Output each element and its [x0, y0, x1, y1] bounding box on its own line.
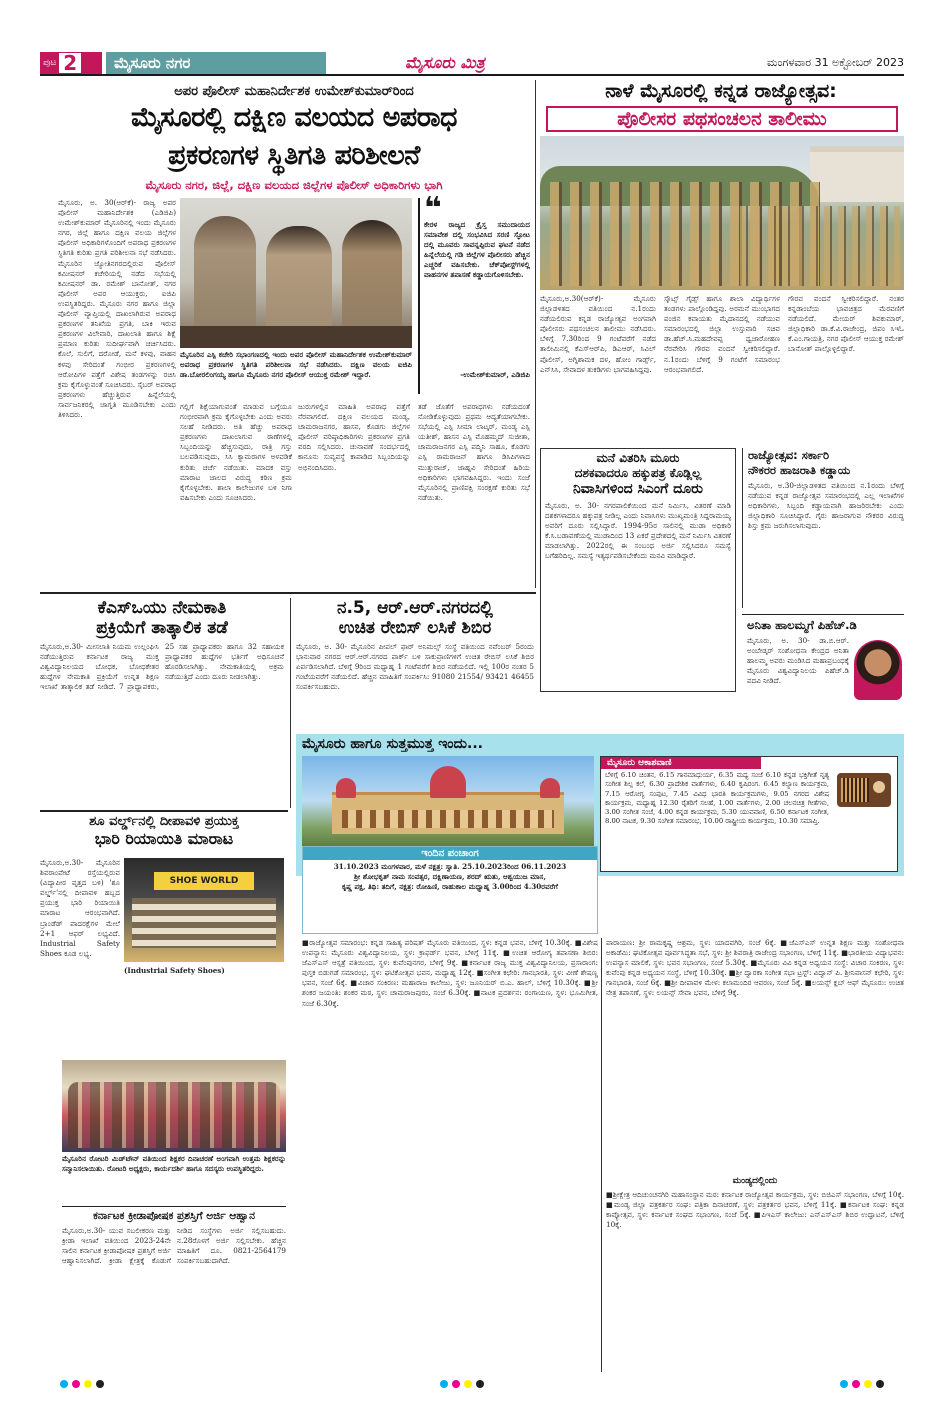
housing-headline-3: ನಿವಾಸಿಗಳಿಂದ ಸಿಎಂಗೆ ದೂರು: [573, 481, 703, 497]
shoe-headline-1: ಶೂ ವರ್ಲ್ಡ್‌ನಲ್ಲಿ ದೀಪಾವಳಿ ಪ್ರಯುಕ್ತ: [89, 814, 239, 829]
radio-body: ಬೆಳಿಗ್ಗೆ 6.10 ಚಿಂತನ, 6.15 ಗಾನಮಾಧುರ್ಯ, 6.35 ಮಧ್ಯ ಸಂಜೆ 6.10 ಕನ್ನಡ ಭಕ್ತಿಗೀತೆ ನೃತ್ಯ ಸಂಗೀತ ಶಿಲ್ಪ ಕಲೆ, 6.30 ಪ್ರಾದೇಶಿಕ ವಾರ್ತೆಗಳು, 6.40 ಕೃಷಿರಂಗ. 6.45 ಕಲ್ಯಾಣ ಕಾರ್ಯಕ್ರಮ, 7.15 ಆರೋಗ್ಯ ಸಂಪುಟ, 7.45 ವಿವಿಧ ಭಾರತಿ ಕಾರ್ಯಕ್ರಮಗಳು, 9.05 ನಗರದ ವಿಶೇಷ ಕಾರ್ಯಕ್ರಮ, ಮಧ್ಯಾಹ್ನ 12.30 ರೈತರಿಗೆ ಸಲಹೆ, 1.00 ವಾರ್ತೆಗಳು, 2.00 ಚಲನಚಿತ್ರ ಗೀತೆಗಳು, 3.00 ಸಂಗೀತ ಸಂಜೆ, 4.00 ಕನ್ನಡ ಕಾರ್ಯಕ್ರಮ, 5.30 ಯುವವಾಣಿ, 6.50 ಕರ್ನಾಟಕ ಸಂಗೀತ, 8.00 ನಾಟಕ, 9.30 ಸಂಗೀತ ಸಮಾರಂಭ, 10.00 ರಾಷ್ಟ್ರೀಯ ಕಾರ್ಯಕ್ರಮ, 10.30 ಸಮಾಪ್ತಿ.: [605, 771, 829, 826]
magenta-dot: [72, 1380, 80, 1388]
events-left: ■ರಾಜ್ಯೋತ್ಸವ ಸಮಾರಂಭ: ಕನ್ನಡ ಸಾಹಿತ್ಯ ಪರಿಷತ್ ಮೈಸೂರು ವತಿಯಿಂದ, ಸ್ಥಳ: ಕನ್ನಡ ಭವನ, ಬೆಳಿಗ್ಗೆ 10.30ಕ್ಕೆ. ■ವಿಶೇಷ ಉಪನ್ಯಾಸ: ಮೈಸೂರು ವಿಶ್ವವಿದ್ಯಾನಿಲಯ, ಸ್ಥಳ: ಕ್ರಾಫರ್ಡ್ ಭವನ, ಬೆಳಿಗ್ಗೆ 11ಕ್ಕೆ. ■ಉಚಿತ ಆರೋಗ್ಯ ತಪಾಸಣಾ ಶಿಬಿರ: ಜೆಎಸ್‌ಎಸ್ ಆಸ್ಪತ್ರೆ ವತಿಯಿಂದ, ಸ್ಥಳ: ಕುವೆಂಪುನಗರ, ಬೆಳಿಗ್ಗೆ 9ಕ್ಕೆ. ■ಕರ್ನಾಟಕ ರಾಜ್ಯ ಮುಕ್ತ ವಿಶ್ವವಿದ್ಯಾನಿಲಯ, ಪ್ರಸಾರಾಂಗ: ಪುಸ್ತಕ ಬಿಡುಗಡೆ ಸಮಾರಂಭ, ಸ್ಥಳ: ಘಟಿಕೋತ್ಸವ ಭವನ, ಮಧ್ಯಾಹ್ನ 12ಕ್ಕೆ. ■ಸಂಗೀತ ಕಛೇರಿ: ಗಾನಭಾರತಿ, ಸ್ಥಳ: ವೀಣೆ ಶೇಷಣ್ಣ ಭವನ, ಸಂಜೆ 6ಕ್ಕೆ. ■ವಿಚಾರ ಸಂಕಿರಣ: ಮಹಾರಾಜ ಕಾಲೇಜು, ಸ್ಥಳ: ಜೂನಿಯರ್ ಬಿ.ಎ. ಹಾಲ್, ಬೆಳಿಗ್ಗೆ 10.30ಕ್ಕೆ. ■ಶ್ರೀ ಶಂಕರ ಜಯಂತಿ: ಶಂಕರ ಮಠ, ಸ್ಥಳ: ಚಾಮರಾಜಪುರಂ, ಸಂಜೆ 6.30ಕ್ಕೆ. ■ನಾಟಕ ಪ್ರದರ್ಶನ: ರಂಗಾಯಣ, ಸ್ಥಳ: ಭೂಮಿಗೀತ, ಸಂಜೆ 6.30ಕ್ಕೆ.: [302, 938, 598, 1008]
shoe-body: ಮೈಸೂರು,ಅ.30- ಮೈಸೂರಿನ ಶಿವರಾಂಪೇಟೆ ರಸ್ತೆಯಲ್ಲಿರುವ (ವಿದ್ಯಾಪೀಠ ವೃತ್ತದ ಬಳಿ) 'ಶೂ ವರ್ಲ್ಡ್'ನಲ್ಲಿ ದೀಪಾವಳಿ ಹಬ್ಬದ ಪ್ರಯುಕ್ತ ಭಾರಿ ರಿಯಾಯಿತಿ ಮಾರಾಟ ಆರಂಭವಾಗಿದೆ. ಬ್ರಾಂಡೆಡ್ ಪಾದರಕ್ಷೆಗಳ ಮೇಲೆ 2+1 ಆಫರ್ ಲಭ್ಯವಿದೆ. Industrial Safety Shoes ಕೂಡ ಲಭ್ಯ.: [40, 858, 120, 958]
magenta-dot: [452, 1380, 460, 1388]
mysore-palace-illustration: [302, 756, 594, 846]
group-photo-caption: ಮೈಸೂರಿನ ರೋಟರಿ ಮಿಡ್‌ಟೌನ್ ವತಿಯಿಂದ ಶಿಕ್ಷಕರ ದಿನಾಚರಣೆ ಅಂಗವಾಗಿ ಉತ್ತಮ ಶಿಕ್ಷಕರನ್ನು ಸನ್ಮಾನಿಸಲಾಯಿತು. ರೋಟರಿ ಅಧ್ಯಕ್ಷರು, ಕಾರ್ಯದರ್ಶಿ ಹಾಗೂ ಸದಸ್ಯರು ಉಪಸ್ಥಿತರಿದ್ದರು.: [62, 1154, 286, 1174]
column-divider: [535, 80, 536, 588]
palace-dome-left: [336, 778, 356, 798]
panchanga-strip: [302, 846, 598, 934]
parade-column-2: ಸ್ಕೌಟ್ಸ್ ಗೈಡ್ಸ್ ಹಾಗೂ ಶಾಲಾ ವಿದ್ಯಾರ್ಥಿಗಳ ತಂಡಗಳು ಪಾಲ್ಗೊಂಡಿದ್ದವು. ಅರಮನೆ ಮುಂಭಾಗದ ಪಂಜಿನ ಕವಾಯತು ಮೈದಾನದಲ್ಲಿ ನಡೆಯುವ ಸಮಾರಂಭದಲ್ಲಿ ಜಿಲ್ಲಾ ಉಸ್ತುವಾರಿ ಸಚಿವ ಡಾ.ಹೆಚ್.ಸಿ.ಮಹದೇವಪ್ಪ ಧ್ವಜಾರೋಹಣ ನೆರವೇರಿಸಿ ಗೌರವ ವಂದನೆ ಸ್ವೀಕರಿಸಲಿದ್ದಾರೆ. ನ.1ರಂದು ಬೆಳಿಗ್ಗೆ 9 ಗಂಟೆಗೆ ಸಮಾರಂಭ ಆರಂಭವಾಗಲಿದೆ.: [664, 294, 780, 374]
phd-story: [742, 618, 904, 740]
shoe-body-2: (Industrial Safety Shoes): [124, 966, 225, 975]
rabies-headline-1: ನ.5, ಆರ್.ಆರ್.ನಗರದಲ್ಲಿ: [337, 598, 493, 618]
quote-mark-icon: ❝: [424, 191, 442, 226]
phd-body: ಮೈಸೂರು, ಅ. 30- ಡಾ.ಬಿ.ಆರ್. ಅಂಬೇಡ್ಕರ್ ಸಂಶೋಧನಾ ಕೇಂದ್ರದ ಅನಿತಾ ಹಾಲಮ್ಮ ಅವರು ಮಂಡಿಸಿದ ಮಹಾಪ್ರಬಂಧಕ್ಕೆ ಮೈಸೂರು ವಿಶ್ವವಿದ್ಯಾನಿಲಯ ಪಿಹೆಚ್.ಡಿ ಪದವಿ ನೀಡಿದೆ.: [747, 636, 849, 686]
registration-marks-right: [840, 1380, 884, 1388]
registration-marks-center: [440, 1380, 484, 1388]
palace-dome-center: [430, 766, 466, 798]
divider: [742, 614, 904, 615]
radio-box: [600, 756, 898, 872]
parade-photo: [540, 136, 904, 290]
registration-marks-left: [60, 1380, 104, 1388]
panchanga-line-1: ಶ್ರೀ ಶೋಭಕೃತ್ ನಾಮ ಸಂವತ್ಸರ, ದಕ್ಷಿಣಾಯಣ, ಶರದ್ ಋತು, ಆಶ್ವಯುಜ ಮಾಸ,: [354, 872, 546, 882]
panchanga-title: ಇಂದಿನ ಪಂಚಾಂಗ: [303, 847, 597, 860]
sports-body: ಮೈಸೂರು,ಅ.30- ಯುವ ಸಬಲೀಕರಣ ಮತ್ತು ಕ್ರೀಡಾ ಇಲಾಖೆ ವತಿಯಿಂದ 2023-24ನೇ ಸಾಲಿನ ಕರ್ನಾಟಕ ಕ್ರೀಡಾಪೋಷಕ ಪ್ರಶಸ್ತಿಗೆ ಅರ್ಜಿ ಆಹ್ವಾನಿಸಲಾಗಿದೆ. ಕ್ರೀಡಾ ಕ್ಷೇತ್ರಕ್ಕೆ ಕೊಡುಗೆ ನೀಡಿದ ಸಂಸ್ಥೆಗಳು ಅರ್ಜಿ ಸಲ್ಲಿಸಬಹುದು. ನ.28ರೊಳಗೆ ಅರ್ಜಿ ಸಲ್ಲಿಸಬೇಕು. ಹೆಚ್ಚಿನ ಮಾಹಿತಿಗೆ ದೂ. 0821-2564179 ಸಂಪರ್ಕಿಸಬಹುದಾಗಿದೆ.: [62, 1226, 286, 1266]
rabies-headline-2: ಉಚಿತ ರೇಬಿಸ್ ಲಸಿಕೆ ಶಿಬಿರ: [338, 618, 492, 638]
lead-headline-2: ಪ್ರಕರಣಗಳ ಸ್ಥಿತಿಗತಿ ಪರಿಶೀಲನೆ: [168, 140, 420, 171]
group-people: [68, 1082, 280, 1148]
section-title: ಮೈಸೂರು ನಗರ: [106, 52, 326, 74]
page-number: 2: [59, 53, 81, 73]
cyan-dot: [840, 1380, 848, 1388]
housing-headline-1: ಮನೆ ವಿತರಿಸಿ ಮೂರು: [596, 451, 680, 465]
radio-title: ಮೈಸೂರು ಆಕಾಶವಾಣಿ: [601, 757, 761, 769]
sports-story: [62, 1210, 286, 1372]
parade-headline-2: ಪೊಲೀಸರ ಪಥಸಂಚಲನ ತಾಲೀಮು: [546, 106, 898, 132]
housing-box: [540, 448, 736, 692]
lead-kicker: ಅಪರ ಪೊಲೀಸ್ ಮಹಾನಿರ್ದೇಶಕ ಉಮೇಶ್‌ಕುಮಾರ್‌ರಿಂದ: [174, 84, 414, 99]
magenta-dot: [852, 1380, 860, 1388]
marching-police-2: [740, 206, 900, 286]
lead-column-4: ತಡೆ ಜೊತೆಗೆ ಅಪರಾಧಗಳು ನಡೆಯದಂತೆ ನೋಡಿಕೊಳ್ಳುವುದು ಪ್ರಥಮ ಆದ್ಯತೆಯಾಗಬೇಕು. ಸಭೆಯಲ್ಲಿ ಎಸ್ಪಿ ಸೀಮಾ ಲಾಟ್ಕರ್, ಮಂಡ್ಯ ಎಸ್ಪಿ ಯತೀಶ್, ಹಾಸನ ಎಸ್ಪಿ ಮೊಹಮ್ಮದ್ ಸುಜೀತಾ, ಚಾಮರಾಜನಗರ ಎಸ್ಪಿ ಪದ್ಮಿನಿ ಸಾಹೂ, ಕೊಡಗು ಎಸ್ಪಿ ರಾಮರಾಜನ್ ಹಾಗೂ ಡಿಸಿಪಿಗಳಾದ ಮುತ್ತುರಾಜ್, ಜಾಹ್ನವಿ ಸೇರಿದಂತೆ ಹಿರಿಯ ಅಧಿಕಾರಿಗಳು ಭಾಗವಹಿಸಿದ್ದರು. ಇಂದು ಸಂಜೆ ಮೈಸೂರಿನಲ್ಲಿ ಪ್ರಾಣಿಪಕ್ಷಿ ಸಂರಕ್ಷಣೆ ಕುರಿತು ಸಭೆ ನಡೆಯಿತು.: [418, 402, 530, 502]
events-right: ಪಾರಾಯಣ: ಶ್ರೀ ರಾಮಕೃಷ್ಣ ಆಶ್ರಮ, ಸ್ಥಳ: ಯಾದವಗಿರಿ, ಸಂಜೆ 6ಕ್ಕೆ. ■ಜೆಎಸ್‌ಎಸ್ ಉನ್ನತ ಶಿಕ್ಷಣ ಮತ್ತು ಸಂಶೋಧನಾ ಅಕಾಡೆಮಿ: ಘಟಿಕೋತ್ಸವ ಪೂರ್ವಸಿದ್ಧತಾ ಸಭೆ, ಸ್ಥಳ: ಶ್ರೀ ಶಿವರಾತ್ರಿ ರಾಜೇಂದ್ರ ಸಭಾಂಗಣ, ಬೆಳಿಗ್ಗೆ 11ಕ್ಕೆ. ■ಭಾರತೀಯ ವಿದ್ಯಾಭವನ: ಉಪನ್ಯಾಸ ಮಾಲಿಕೆ, ಸ್ಥಳ: ಭವನ ಸಭಾಂಗಣ, ಸಂಜೆ 5.30ಕ್ಕೆ. ■ಮೈಸೂರು ವಿವಿ ಕನ್ನಡ ಅಧ್ಯಯನ ಸಂಸ್ಥೆ: ವಿಚಾರ ಸಂಕಿರಣ, ಸ್ಥಳ: ಕುವೆಂಪು ಕನ್ನಡ ಅಧ್ಯಯನ ಸಂಸ್ಥೆ, ಬೆಳಿಗ್ಗೆ 10.30ಕ್ಕೆ. ■ಶ್ರೀ ದ್ವಾರಕಾ ಸಂಗೀತ ಸಭಾ ಟ್ರಸ್ಟ್: ವಿದ್ವಾನ್ ಪಿ. ಶ್ರೀನಿವಾಸನ್ ಕಛೇರಿ, ಸ್ಥಳ: ಗಾನಭಾರತಿ, ಸಂಜೆ 6ಕ್ಕೆ. ■ಶ್ರೀ ದೀಪಾವಳಿ ಮೇಳ: ಕಲಾಮಂದಿರ ಆವರಣ, ಸಂಜೆ 5ಕ್ಕೆ. ■ಲಯನ್ಸ್ ಕ್ಲಬ್ ಆಫ್ ಮೈಸೂರು: ಉಚಿತ ನೇತ್ರ ತಪಾಸಣೆ, ಸ್ಥಳ: ಲಯನ್ಸ್ ಸೇವಾ ಭವನ, ಬೆಳಿಗ್ಗೆ 9ಕ್ಕೆ.: [606, 938, 904, 998]
lead-photo: [180, 198, 412, 348]
parade-headline-1: ನಾಳೆ ಮೈಸೂರಲ್ಲಿ ಕನ್ನಡ ರಾಜ್ಯೋತ್ಸವ:: [605, 80, 837, 102]
housing-headline-2: ದಶಕವಾದರೂ ಹಕ್ಕುಪತ್ರ ಕೊಡ್ಲಿಲ್ಲ: [574, 466, 702, 480]
lead-column-1: ಮೈಸೂರು, ಅ. 30(ಆರ್‌ಕೆ)- ರಾಜ್ಯ ಅಪರ ಪೊಲೀಸ್ ಮಹಾನಿರ್ದೇಶಕ (ಎಡಿಜಿಪಿ) ಉಮೇಶ್‌ಕುಮಾರ್ ಮೈಸೂರಿನಲ್ಲಿ ಇಂದು ಮೈಸೂರು ನಗರ, ಜಿಲ್ಲೆ ಹಾಗೂ ದಕ್ಷಿಣ ವಲಯ ಜಿಲ್ಲೆಗಳ ಪೊಲೀಸ್ ಅಧಿಕಾರಿಗಳೊಂದಿಗೆ ಅಪರಾಧ ಪ್ರಕರಣಗಳ ಸ್ಥಿತಿಗತಿ ಕುರಿತು ಪ್ರಗತಿ ಪರಿಶೀಲನಾ ಸಭೆ ನಡೆಸಿದರು. ಮೈಸೂರಿನ ಜ್ಯೋತಿನಗರದಲ್ಲಿರುವ ಪೊಲೀಸ್ ಕಮೀಷನರ್ ಕಚೇರಿಯಲ್ಲಿ ನಡೆದ ಸಭೆಯಲ್ಲಿ ಕಮೀಷನರ್ ಡಾ. ರಮೇಶ್ ಬಾನೋತ್, ನಗರ ಪೊಲೀಸ್ ಅಪರ ಆಯುಕ್ತರು, ಐಜಿಪಿ ಉಪಸ್ಥಿತರಿದ್ದರು. ಮೈಸೂರು ನಗರ ಹಾಗೂ ಜಿಲ್ಲಾ ಪೊಲೀಸ್ ವ್ಯಾಪ್ತಿಯಲ್ಲಿ ದಾಖಲಾಗಿರುವ ಅಪರಾಧ ಪ್ರಕರಣಗಳ ತನಿಖೆಯ ಪ್ರಗತಿ, ಬಾಕಿ ಇರುವ ಪ್ರಕರಣಗಳ ವಿಲೇವಾರಿ, ದಾಖಲಾತಿ ಹಾಗೂ ಶಿಕ್ಷೆ ಪ್ರಮಾಣ ಕುರಿತು ಸುದೀರ್ಘವಾಗಿ ಚರ್ಚಿಸಿದರು. ಕೊಲೆ, ಸುಲಿಗೆ, ದರೋಡೆ, ಮನೆ ಕಳವು, ವಾಹನ ಕಳವು ಸೇರಿದಂತೆ ಗಂಭೀರ ಪ್ರಕರಣಗಳಲ್ಲಿ ಆರೋಪಿಗಳ ಪತ್ತೆಗೆ ವಿಶೇಷ ತಂಡಗಳನ್ನು ರಚಿಸಿ ಕ್ರಮ ಕೈಗೊಳ್ಳುವಂತೆ ಸೂಚಿಸಿದರು. ಸೈಬರ್ ಅಪರಾಧ ಪ್ರಕರಣಗಳು ಹೆಚ್ಚುತ್ತಿರುವ ಹಿನ್ನೆಲೆಯಲ್ಲಿ ಸಾರ್ವಜನಿಕರಲ್ಲಿ ಜಾಗೃತಿ ಮೂಡಿಸಬೇಕು ಎಂದು ತಿಳಿಸಿದರು.: [58, 198, 176, 419]
black-dot: [96, 1380, 104, 1388]
ksou-body: ಮೈಸೂರು,ಅ.30- ಮೀಸಲಾತಿ ನಿಯಮ ಉಲ್ಲಂಘಿಸಿ ನಡೆಯುತ್ತಿರುವ ಕರ್ನಾಟಕ ರಾಜ್ಯ ಮುಕ್ತ ವಿಶ್ವವಿದ್ಯಾನಿಲಯದ ಬೋಧಕ, ಬೋಧಕೇತರ ಹುದ್ದೆಗಳ ನೇಮಕಾತಿ ಪ್ರಕ್ರಿಯೆಗೆ ಉನ್ನತ ಶಿಕ್ಷಣ ಇಲಾಖೆ ತಾತ್ಕಾಲಿಕ ತಡೆ ನೀಡಿದೆ. 7 ಪ್ರಾಧ್ಯಾಪಕರು, 25 ಸಹ ಪ್ರಾಧ್ಯಾಪಕರು ಹಾಗೂ 32 ಸಹಾಯಕ ಪ್ರಾಧ್ಯಾಪಕರ ಹುದ್ದೆಗಳ ಭರ್ತಿಗೆ ಅಧಿಸೂಚನೆ ಹೊರಡಿಸಲಾಗಿತ್ತು. ನೇಮಕಾತಿಯಲ್ಲಿ ಅಕ್ರಮ ನಡೆಯುತ್ತಿದೆ ಎಂದು ದೂರು ನೀಡಲಾಗಿತ್ತು.: [40, 642, 284, 692]
black-dot: [876, 1380, 884, 1388]
divider: [62, 1206, 286, 1207]
quote-attribution: -ಉಮೇಶ್‌ಕುಮಾರ್, ಎಡಿಜಿಪಿ: [460, 370, 530, 379]
lead-column-2: ಗಲ್ಲಿಗೆ ಶಿಕ್ಷೆಯಾಗುವಂತೆ ಮಾಡುವ ಬಗ್ಗೆಯೂ ಗಂಭೀರವಾಗಿ ಕ್ರಮ ಕೈಗೊಳ್ಳಬೇಕು ಎಂದು ಅವರು ಸಲಹೆ ನೀಡಿದರು. ಅತಿ ಹೆಚ್ಚು ಅಪರಾಧ ಪ್ರಕರಣಗಳು ದಾಖಲಾಗುವ ಠಾಣೆಗಳಲ್ಲಿ ಸಿಬ್ಬಂದಿಯನ್ನು ಹೆಚ್ಚಿಸುವುದು, ರಾತ್ರಿ ಗಸ್ತು ಬಲಪಡಿಸುವುದು, ಸಿಸಿ ಕ್ಯಾಮರಾಗಳ ಅಳವಡಿಕೆ ಕುರಿತು ಚರ್ಚೆ ನಡೆಯಿತು. ಮಾದಕ ವಸ್ತು ಮಾರಾಟ ಜಾಲದ ವಿರುದ್ಧ ಕಠಿಣ ಕ್ರಮ ಕೈಗೊಳ್ಳಬೇಕು. ಶಾಲಾ ಕಾಲೇಜುಗಳ ಬಳಿ ನಿಗಾ ವಹಿಸಬೇಕು ಎಂದು ಸೂಚಿಸಿದರು.: [180, 402, 292, 502]
phd-headline: ಅನಿತಾ ಹಾಲಮ್ಮಗೆ ಪಿಹೆಚ್.ಡಿ: [747, 618, 857, 632]
sports-headline: ಕರ್ನಾಟಕ ಕ್ರೀಡಾಪೋಷಕ ಪ್ರಶಸ್ತಿಗೆ ಅರ್ಜಿ ಆಹ್ವಾನ: [93, 1210, 255, 1222]
page-number-badge: [40, 52, 102, 74]
shoe-world-photo: [124, 858, 284, 962]
holiday-body: ಮೈಸೂರು, ಅ.30-ಜಿಲ್ಲಾಡಳಿತದ ವತಿಯಿಂದ ನ.1ರಂದು ಬೆಳಿಗ್ಗೆ ನಡೆಯುವ ಕನ್ನಡ ರಾಜ್ಯೋತ್ಸವ ಸಮಾರಂಭದಲ್ಲಿ ಎಲ್ಲ ಇಲಾಖೆಗಳ ಅಧಿಕಾರಿಗಳು, ಸಿಬ್ಬಂದಿ ಕಡ್ಡಾಯವಾಗಿ ಹಾಜರಿರಬೇಕು ಎಂದು ಜಿಲ್ಲಾಧಿಕಾರಿ ಸೂಚಿಸಿದ್ದಾರೆ. ಗೈರು ಹಾಜರಾಗುವ ನೌಕರರ ವಿರುದ್ಧ ಶಿಸ್ತು ಕ್ರಮ ಜರುಗಿಸಲಾಗುವುದು.: [748, 481, 904, 531]
quote-text: ಕೇರಳ ರಾಜ್ಯದ ಕ್ರೈಸ್ತ ಸಮುದಾಯದ ಸಮಾವೇಶ ದಲ್ಲಿ ಸಂಭವಿಸಿದ ಸರಣಿ ಸ್ಫೋಟ ದಲ್ಲಿ ಮೂವರು ಸಾವನ್ನಪ್ಪಿರುವ ಘಟನೆ ನಡೆದ ಹಿನ್ನೆಲೆಯಲ್ಲಿ ಗಡಿ ಜಿಲ್ಲೆಗಳ ಪೊಲೀಸರು ಹೆಚ್ಚಿನ ಎಚ್ಚರಿಕೆ ವಹಿಸಬೇಕು. ಚೆಕ್‌ಪೋಸ್ಟ್‌ಗಳಲ್ಲಿ ವಾಹನಗಳ ತಪಾಸಣೆ ಕಡ್ಡಾಯಗೊಳಿಸಬೇಕು.: [424, 220, 530, 280]
parade-column-3: ಗೌರವ ವಂದನೆ ಸ್ವೀಕರಿಸಲಿದ್ದಾರೆ. ನಂತರ ಕನ್ನಡಾಂಬೆಯ ಭಾವಚಿತ್ರದ ಮೆರವಣಿಗೆ ನಡೆಯಲಿದೆ. ಮೇಯರ್ ಶಿವಕುಮಾರ್, ಜಿಲ್ಲಾಧಿಕಾರಿ ಡಾ.ಕೆ.ವಿ.ರಾಜೇಂದ್ರ, ಜಿಪಂ ಸಿಇಓ ಕೆ.ಎಂ.ಗಾಯತ್ರಿ, ನಗರ ಪೊಲೀಸ್ ಆಯುಕ್ತ ರಮೇಶ್ ಬಾನೋತ್ ಪಾಲ್ಗೊಳ್ಳಲಿದ್ದಾರೆ.: [788, 294, 904, 354]
palace-building: [810, 146, 904, 202]
mandya-title: ಮಂಡ್ಯದಲ್ಲಿಂದು: [732, 1176, 778, 1186]
ksou-story: [40, 598, 284, 808]
ksou-headline-2: ಪ್ರಕ್ರಿಯೆಗೆ ತಾತ್ಕಾಲಿಕ ತಡೆ: [96, 618, 228, 638]
yellow-dot: [864, 1380, 872, 1388]
lead-headline-1: ಮೈಸೂರಲ್ಲಿ ದಕ್ಷಿಣ ವಲಯದ ಅಪರಾಧ: [131, 102, 457, 133]
holiday-headline-1: ರಾಜ್ಯೋತ್ಸವ: ಸರ್ಕಾರಿ: [748, 448, 830, 462]
shoe-headline-2: ಭಾರಿ ರಿಯಾಯಿತಿ ಮಾರಾಟ: [94, 829, 234, 848]
mandya-body: ■ಶ್ರೀಕ್ಷೇತ್ರ ಆದಿಚುಂಚನಗಿರಿ ಮಹಾಸಂಸ್ಥಾನ ಮಠ: ಕರ್ನಾಟಕ ರಾಜ್ಯೋತ್ಸವ ಕಾರ್ಯಕ್ರಮ, ಸ್ಥಳ: ಬಿಜಿಎಸ್ ಸಭಾಂಗಣ, ಬೆಳಿಗ್ಗೆ 10ಕ್ಕೆ. ■ಮಂಡ್ಯ ಜಿಲ್ಲಾ ಪತ್ರಕರ್ತರ ಸಂಘ: ಪತ್ರಿಕಾ ದಿನಾಚರಣೆ, ಸ್ಥಳ: ಪತ್ರಕರ್ತರ ಭವನ, ಬೆಳಿಗ್ಗೆ 11ಕ್ಕೆ. ■ಕರ್ನಾಟಕ ಸಂಘ: ಕನ್ನಡ ಕಾವ್ಯೋತ್ಸವ, ಸ್ಥಳ: ಕರ್ನಾಟಕ ಸಂಘದ ಸಭಾಂಗಣ, ಸಂಜೆ 5ಕ್ಕೆ. ■ಪಿಇಎಸ್ ಕಾಲೇಜು: ಎನ್‌ಎಸ್‌ಎಸ್ ಶಿಬಿರ ಉದ್ಘಾಟನೆ, ಬೆಳಿಗ್ಗೆ 10ಕ್ಕೆ.: [606, 1190, 904, 1230]
column-divider: [290, 598, 291, 808]
around-banner: ಮೈಸೂರು ಹಾಗೂ ಸುತ್ತಮುತ್ತ ಇಂದು...: [302, 736, 483, 752]
masthead: [40, 52, 904, 76]
shoe-shelves: [132, 898, 276, 948]
divider: [40, 810, 288, 812]
black-dot: [476, 1380, 484, 1388]
paper-name: ಮೈಸೂರು ಮಿತ್ರ: [405, 53, 485, 72]
yellow-dot: [84, 1380, 92, 1388]
panchanga-date: 31.10.2023 ಮಂಗಳವಾರ, ಮಳೆ ನಕ್ಷತ್ರ: ಸ್ವಾತಿ. 25.10.2023ರಿಂದ 06.11.2023: [333, 862, 567, 871]
issue-date: ಮಂಗಳವಾರ 31 ಅಕ್ಟೋಬರ್ 2023: [767, 56, 904, 69]
lead-column-3: ಜುರುಗಳಲ್ಲಿನ ಮಾಹಿತಿ ಅಪರಾಧ ಪತ್ತೆಗೆ ನೆರವಾಗಲಿದೆ. ದಕ್ಷಿಣ ವಲಯದ ಮಂಡ್ಯ, ಚಾಮರಾಜನಗರ, ಹಾಸನ, ಕೊಡಗು ಜಿಲ್ಲೆಗಳ ಪೊಲೀಸ್ ವರಿಷ್ಠಾಧಿಕಾರಿಗಳು ಪ್ರಕರಣಗಳ ಪ್ರಗತಿ ವರದಿ ಸಲ್ಲಿಸಿದರು. ಚುನಾವಣೆ ಸಂದರ್ಭದಲ್ಲಿ ಕಾನೂನು ಸುವ್ಯವಸ್ಥೆ ಕಾಪಾಡಿದ ಸಿಬ್ಬಂದಿಯನ್ನು ಅಭಿನಂದಿಸಿದರು.: [298, 402, 410, 472]
holiday-headline-2: ನೌಕರರ ಹಾಜರಾತಿ ಕಡ್ಡಾಯ: [748, 463, 851, 477]
parade-column-1: ಮೈಸೂರು,ಅ.30(ಆರ್‌ಕೆ)- ಮೈಸೂರು ಜಿಲ್ಲಾಡಳಿತದ ವತಿಯಿಂದ ನ.1ರಂದು ನಡೆಯಲಿರುವ ಕನ್ನಡ ರಾಜ್ಯೋತ್ಸವ ಅಂಗವಾಗಿ ಪೊಲೀಸರು ಪಥಸಂಚಲನ ತಾಲೀಮು ನಡೆಸಿದರು. ಬೆಳಿಗ್ಗೆ 7.30ರಿಂದ 9 ಗಂಟೆವರೆಗೆ ನಡೆದ ತಾಲೀಮಿನಲ್ಲಿ ಕೆಎಸ್‌ಆರ್‌ಪಿ, ಡಿಎಆರ್, ಸಿವಿಲ್ ಪೊಲೀಸ್, ಅಗ್ನಿಶಾಮಕ ದಳ, ಹೋಂ ಗಾರ್ಡ್ಸ್, ಎನ್‌ಸಿಸಿ, ಸೇವಾದಳ ತುಕಡಿಗಳು ಭಾಗವಹಿಸಿದ್ದವು.: [540, 294, 656, 374]
desk: [180, 326, 412, 348]
rabies-body: ಮೈಸೂರು, ಅ. 30- ಮೈಸೂರಿನ ಪೀಪಲ್ ಫಾರ್ ಅನಿಮಲ್ಸ್ ಸಂಸ್ಥೆ ವತಿಯಿಂದ ನವೆಂಬರ್ 5ರಂದು ಭಾನುವಾರ ನಗರದ ಆರ್.ಆರ್.ನಗರದ ಪಾರ್ಕ್ ಬಳಿ ಸಾಕುಪ್ರಾಣಿಗಳಿಗೆ ಉಚಿತ ರೇಬಿಸ್ ಲಸಿಕೆ ಶಿಬಿರ ಏರ್ಪಡಿಸಲಾಗಿದೆ. ಬೆಳಿಗ್ಗೆ 9ರಿಂದ ಮಧ್ಯಾಹ್ನ 1 ಗಂಟೆವರೆಗೆ ಶಿಬಿರ ನಡೆಯಲಿದೆ. ಇಲ್ಲಿ 100ರ ನಂತರ 5 ಗಂಟೆಯವರೆಗೆ ನಡೆಯಲಿದೆ. ಹೆಚ್ಚಿನ ಮಾಹಿತಿಗೆ ಸಂಪರ್ಕಿಸಿ: 91080 21554/ 93421 46455 ಸಂಪರ್ಕಿಸಬಹುದು.: [296, 642, 534, 692]
holiday-story: [742, 448, 904, 608]
panchanga-line-2: ಕೃಷ್ಣ ಪಕ್ಷ, ತಿಥಿ: ತದಿಗೆ, ನಕ್ಷತ್ರ: ರೋಹಿಣಿ, ರಾಹುಕಾಲ ಮಧ್ಯಾಹ್ನ 3.00ರಿಂದ 4.30ರವರೆಗೆ: [342, 882, 558, 892]
cyan-dot: [60, 1380, 68, 1388]
radio-icon: [837, 773, 891, 807]
lead-photo-caption: ಮೈಸೂರಿನ ಎಸ್ಪಿ ಕಚೇರಿ ಸಭಾಂಗಣದಲ್ಲಿ ಇಂದು ಅಪರ ಪೊಲೀಸ್ ಮಹಾನಿರ್ದೇಶಕ ಉಮೇಶ್‌ಕುಮಾರ್ ಅಪರಾಧ ಪ್ರಕರಣಗಳ ಸ್ಥಿತಿಗತಿ ಪರಿಶೀಲನಾ ಸಭೆ ನಡೆಸಿದರು. ದಕ್ಷಿಣ ವಲಯ ಐಜಿಪಿ ಡಾ.ಬೋರಲಿಂಗಯ್ಯ ಹಾಗೂ ಮೈಸೂರು ನಗರ ಪೊಲೀಸ್ ಆಯುಕ್ತ ರಮೇಶ್ ಇದ್ದಾರೆ.: [180, 350, 412, 380]
page-label: ಪುಟ: [43, 58, 57, 68]
cyan-dot: [440, 1380, 448, 1388]
shoe-world-sign: SHOE WORLD: [154, 872, 254, 890]
column-divider: [601, 938, 602, 1372]
shoe-story: [40, 814, 288, 1010]
anitha-portrait: [854, 640, 902, 700]
lead-quote-box: [418, 191, 530, 394]
palace-dome-right: [540, 778, 560, 798]
rabies-story: [296, 598, 534, 734]
lead-subhead: ಮೈಸೂರು ನಗರ, ಜಿಲ್ಲೆ, ದಕ್ಷಿಣ ವಲಯದ ಜಿಲ್ಲೆಗಳ ಪೊಲೀಸ್ ಅಧಿಕಾರಿಗಳು ಭಾಗಿ: [145, 178, 443, 192]
housing-body: ಮೈಸೂರು, ಅ. 30- ನಗರಪಾಲಿಕೆಯಿಂದ ಮನೆ ನಿರ್ಮಿಸಿ, ವಿತರಣೆ ಮಾಡಿ ದಶಕಗಳಾದರೂ ಹಕ್ಕುಪತ್ರ ನೀಡಿಲ್ಲ ಎಂದು ನಿವಾಸಿಗಳು ಮುಖ್ಯಮಂತ್ರಿ ಸಿದ್ದರಾಮಯ್ಯ ಅವರಿಗೆ ದೂರು ಸಲ್ಲಿಸಿದ್ದಾರೆ. 1994-95ರ ಸಾಲಿನಲ್ಲಿ ಮುಡಾ ಅಧಿಕಾರಿ ಕೆ.ಸಿ.ಬಡಾವಣೆಯಲ್ಲಿ ಮುಡಾದಿಂದ 13 ಏಕರೆ ಪ್ರದೇಶದಲ್ಲಿ ಮನೆ ನಿರ್ಮಿಸಿ ವಿತರಣೆ ಮಾಡಲಾಗಿತ್ತು. 2022ರಲ್ಲಿ ಈ ಸಂಬಂಧ ಅರ್ಜಿ ಸಲ್ಲಿಸಿದರೂ ಸಮಸ್ಯೆ ಬಗೆಹರಿದಿಲ್ಲ. ಸಮಸ್ಯೆ ಇತ್ಯರ್ಥಪಡಿಸಬೇಕೆಂದು ಮನವಿ ಮಾಡಿದ್ದಾರೆ.: [545, 501, 731, 561]
palace-arches: [342, 810, 554, 828]
teachers-group-photo: [62, 1060, 286, 1152]
ksou-headline-1: ಕೆಎಸ್‌ಒಯು ನೇಮಕಾತಿ: [97, 598, 227, 618]
section-divider: [40, 592, 536, 594]
yellow-dot: [464, 1380, 472, 1388]
